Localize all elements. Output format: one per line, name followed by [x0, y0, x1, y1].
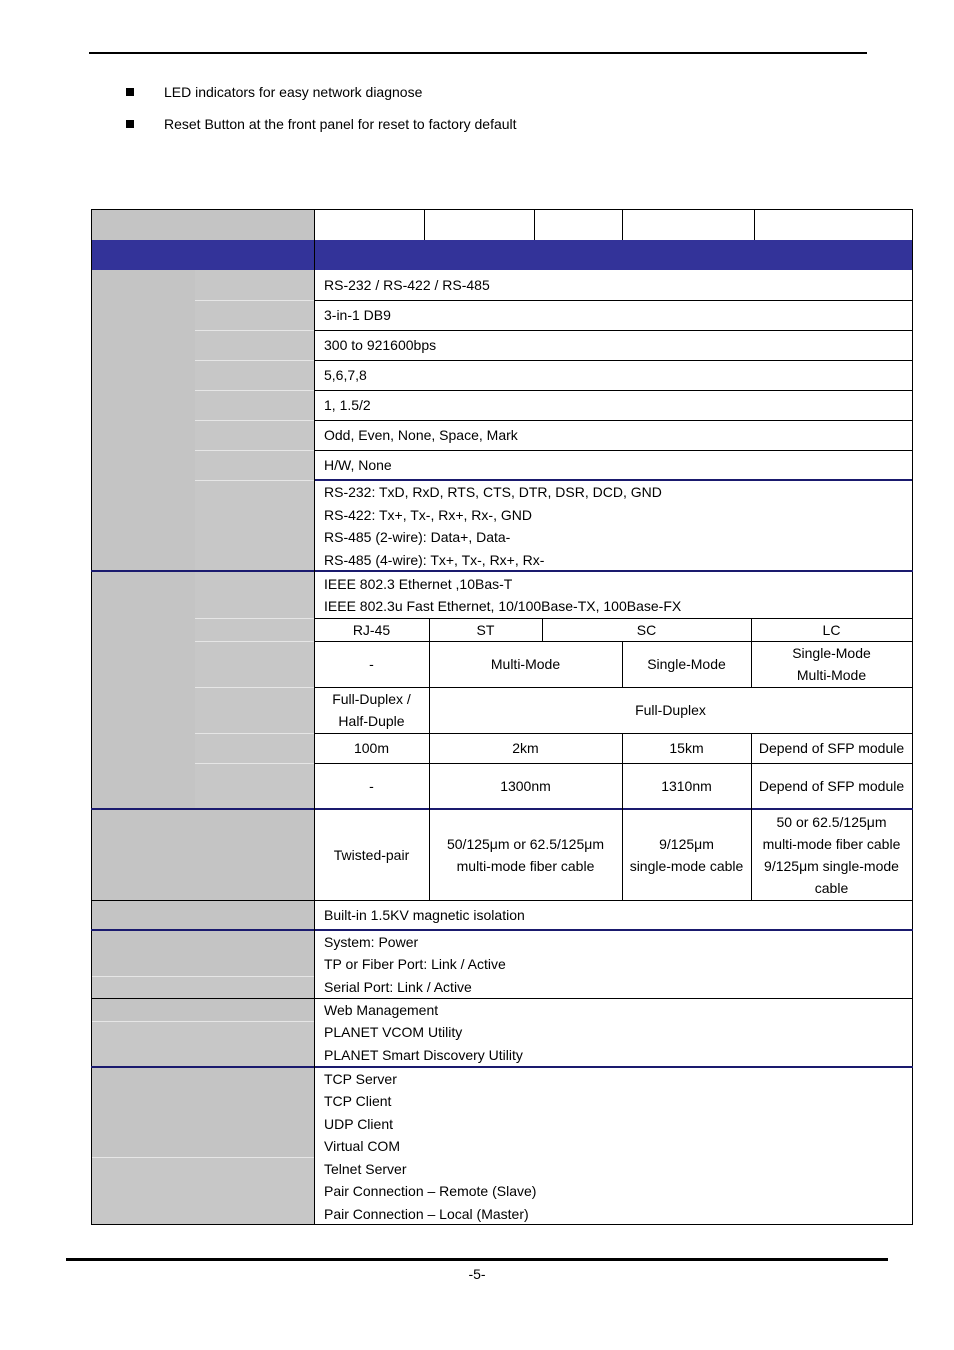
distance-tp: 100m [353, 740, 390, 756]
table-divider [91, 929, 913, 931]
table-divider [751, 618, 752, 687]
label-cell [195, 270, 314, 300]
cable-line: single-mode cable [629, 857, 744, 874]
cable-line: 9/125μm [659, 835, 714, 852]
management-line: PLANET Smart Discovery Utility [324, 1046, 523, 1063]
table-divider [314, 763, 912, 764]
page-number: -5- [468, 1266, 486, 1282]
mode-sm: Single-Mode [647, 656, 726, 672]
label-cell [195, 687, 314, 733]
table-divider [622, 209, 623, 240]
header-rule [89, 52, 867, 54]
serial-connector-value: 3-in-1 DB9 [324, 306, 391, 323]
cable-line: multi-mode fiber cable [456, 857, 595, 874]
header-label-cell [91, 210, 314, 240]
table-divider [314, 450, 912, 451]
led-value [314, 931, 912, 998]
mode-tp: - [369, 656, 374, 672]
signal-line: RS-232: TxD, RxD, RTS, CTS, DTR, DSR, DCD, GND [324, 484, 662, 500]
table-border [912, 209, 913, 1225]
table-divider [534, 209, 535, 240]
label-cell [195, 480, 314, 571]
table-divider [314, 330, 912, 331]
led-line: Serial Port: Link / Active [324, 978, 472, 995]
table-divider [314, 479, 912, 481]
mode-line: Single-Mode [792, 645, 871, 661]
baud-rate-value: 300 to 921600bps [324, 336, 437, 353]
table-divider [91, 1066, 913, 1068]
signal-line: RS-422: Tx+, Tx-, Rx+, Rx-, GND [324, 506, 532, 523]
wavelength-tp: - [369, 778, 374, 794]
table-divider [91, 570, 913, 572]
label-cell [195, 420, 314, 450]
modes-label [91, 1067, 314, 1157]
table-divider [429, 618, 430, 641]
distance-sfp: Depend of SFP module [758, 740, 905, 756]
management-label [91, 998, 314, 1021]
label-cell [195, 618, 314, 641]
management-line: Web Management [324, 1001, 439, 1018]
connector-lc: LC [822, 621, 841, 638]
parity-value: Odd, Even, None, Space, Mark [324, 426, 518, 443]
label-cell [195, 450, 314, 480]
section-header-bar [91, 240, 912, 270]
isolation-label [91, 900, 314, 930]
data-bits-value: 5,6,7,8 [324, 366, 367, 383]
footer-rule [66, 1258, 888, 1261]
label-cell [195, 763, 314, 809]
table-border [91, 1224, 913, 1225]
mode-item: UDP Client [324, 1115, 393, 1132]
led-label [91, 931, 314, 976]
label-cell [195, 300, 314, 330]
table-divider [91, 998, 913, 999]
led-line: TP or Fiber Port: Link / Active [324, 956, 506, 973]
table-divider [314, 733, 912, 734]
table-divider [91, 900, 913, 901]
bullet-square-icon [126, 88, 134, 96]
led-label-lower [91, 976, 314, 998]
cable-line: 50/125μm or 62.5/125μm [446, 835, 604, 852]
table-divider [314, 420, 912, 421]
modes-value [314, 1068, 912, 1225]
mode-item: Pair Connection – Remote (Slave) [324, 1183, 537, 1200]
mode-item: Telnet Server [324, 1160, 407, 1177]
duplex-tp [314, 687, 429, 733]
mode-item: TCP Client [324, 1093, 392, 1110]
bullet-text: LED indicators for easy network diagnose [164, 84, 423, 100]
table-divider [314, 390, 912, 391]
stop-bits-value: 1, 1.5/2 [324, 396, 371, 413]
modes-label-lower [91, 1157, 314, 1225]
label-cell [195, 641, 314, 687]
mode-item: Virtual COM [324, 1138, 400, 1155]
label-cell [195, 330, 314, 360]
management-line: PLANET VCOM Utility [324, 1024, 463, 1041]
signal-line: RS-485 (2-wire): Data+, Data- [324, 529, 511, 545]
header-model-cells [314, 210, 912, 240]
table-divider [429, 641, 430, 900]
wavelength-sfp: Depend of SFP module [758, 778, 905, 794]
cable-tp: Twisted-pair [333, 846, 410, 863]
label-cell [195, 733, 314, 763]
table-border [91, 209, 92, 1225]
cable-line: multi-mode fiber cable [762, 835, 901, 852]
mode-mm: Multi-Mode [490, 656, 561, 672]
cable-line: 50 or 62.5/125μm [776, 813, 887, 830]
table-divider [314, 360, 912, 361]
wavelength-mm: 1300nm [500, 778, 551, 794]
bullet-text: Reset Button at the front panel for reset to factory default [164, 116, 517, 132]
table-divider [751, 733, 752, 900]
connector-sc: SC [636, 621, 657, 638]
table-divider [622, 641, 623, 687]
label-cell [195, 360, 314, 390]
cable-sfp [751, 809, 912, 900]
connector-rj45: RJ-45 [352, 621, 391, 638]
table-divider [91, 808, 913, 810]
table-divider [542, 618, 543, 641]
table-divider [314, 641, 912, 642]
cable-label [91, 809, 314, 900]
serial-interface-value: RS-232 / RS-422 / RS-485 [324, 276, 490, 293]
table-divider [314, 300, 912, 301]
signal-line: RS-485 (4-wire): Tx+, Tx-, Rx+, Rx- [324, 551, 545, 568]
duplex-line: Full-Duplex / [332, 691, 411, 707]
led-line: System: Power [324, 933, 419, 950]
management-value [314, 998, 912, 1067]
bullet-square-icon [126, 120, 134, 128]
label-cell [195, 390, 314, 420]
mode-sfp [751, 641, 912, 687]
cable-sm [622, 809, 751, 900]
label-cell [195, 571, 314, 618]
table-divider [424, 209, 425, 240]
flow-control-value: H/W, None [324, 456, 392, 473]
standard-line: IEEE 802.3 Ethernet ,10Bas-T [324, 576, 513, 592]
network-group-label [91, 571, 195, 809]
table-divider [622, 733, 623, 900]
signals-value [314, 481, 912, 571]
duplex-fiber: Full-Duplex [635, 702, 706, 718]
cable-line: cable [814, 879, 849, 896]
mode-item: TCP Server [324, 1070, 397, 1087]
management-label-lower [91, 1021, 314, 1067]
table-divider [314, 687, 912, 688]
duplex-line: Half-Duple [338, 713, 405, 729]
table-border [91, 209, 913, 210]
wavelength-sm: 1310nm [661, 778, 712, 794]
table-divider [314, 209, 315, 240]
mode-item: Pair Connection – Local (Master) [324, 1205, 529, 1222]
cable-mm [429, 809, 622, 900]
isolation-value: Built-in 1.5KV magnetic isolation [324, 906, 525, 923]
cable-line: 9/125μm single-mode [764, 857, 899, 874]
table-divider [314, 240, 315, 1225]
mode-line: Multi-Mode [796, 667, 867, 683]
connector-st: ST [476, 621, 495, 638]
standard-line: IEEE 802.3u Fast Ethernet, 10/100Base-TX, 100Base-FX [324, 598, 682, 614]
network-standard-value [314, 572, 912, 618]
table-divider [314, 618, 912, 619]
distance-sm: 15km [669, 740, 704, 756]
distance-mm: 2km [512, 740, 539, 756]
table-divider [754, 209, 755, 240]
serial-group-label [91, 270, 195, 571]
